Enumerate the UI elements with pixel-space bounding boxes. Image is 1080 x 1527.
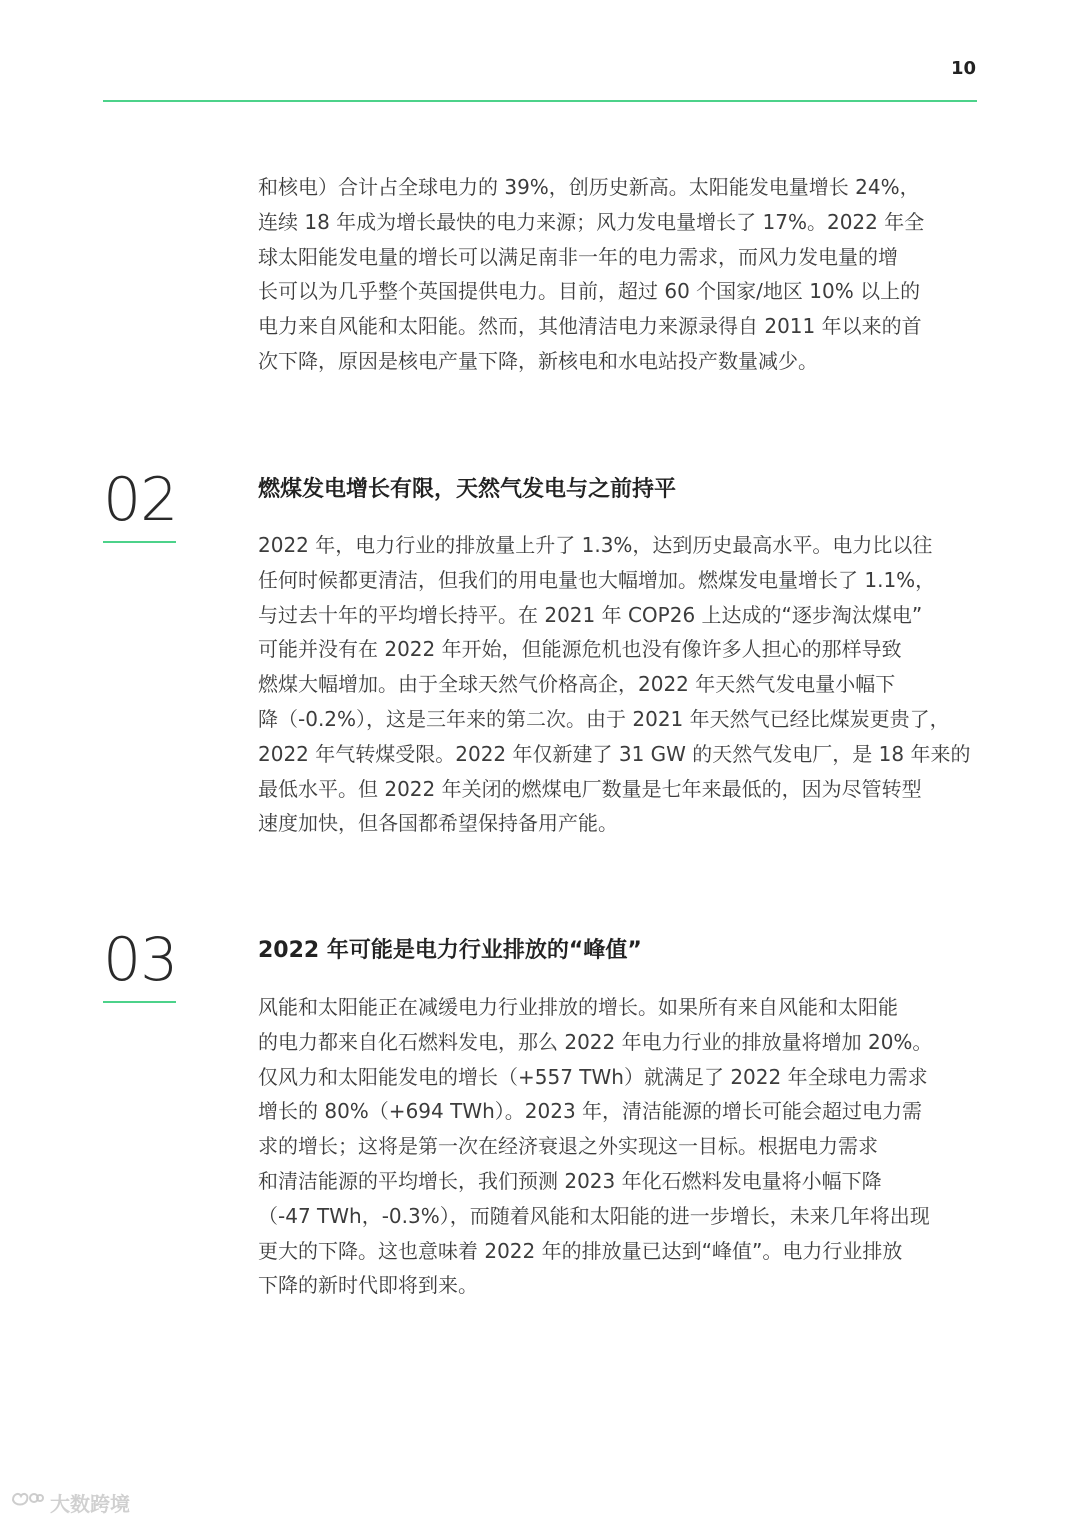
paragraph-line: 和清洁能源的平均增长，我们预测 2023 年化石燃料发电量将小幅下降 (258, 1168, 882, 1193)
paragraph-line: 风能和太阳能正在减缓电力行业排放的增长。如果所有来自风能和太阳能 (258, 995, 898, 1019)
section-number: 03 (103, 925, 178, 995)
paragraph-line: 最低水平。但 2022 年关闭的燃煤电厂数量是七年来最低的，因为尽管转型 (258, 776, 922, 801)
paragraph-line: 可能并没有在 2022 年开始，但能源危机也没有像许多人担心的那样导致 (258, 637, 902, 662)
section-underline (103, 541, 176, 543)
paragraph-line: 连续 18 年成为增长最快的电力来源；风力发电量增长了 17%。2022 年全 (258, 209, 925, 234)
watermark-text: 大数跨境 (50, 1492, 130, 1516)
paragraph-line: 2022 年，电力行业的排放量上升了 1.3%，达到历史最高水平。电力比以往 (258, 533, 933, 557)
section-paragraph (258, 990, 978, 1303)
paragraph-line: 球太阳能发电量的增长可以满足南非一年的电力需求，而风力发电量的增 (258, 244, 898, 269)
paragraph-line: 的电力都来自化石燃料发电，那么 2022 年电力行业的排放量将增加 20%。 (258, 1029, 933, 1054)
paragraph-line: 更大的下降。这也意味着 2022 年的排放量已达到“峰值”。电力行业排放 (258, 1238, 903, 1263)
section-title: 燃煤发电增长有限，天然气发电与之前持平 (258, 477, 677, 502)
paragraph-line: （-47 TWh，-0.3%），而随着风能和太阳能的进一步增长，未来几年将出现 (258, 1203, 930, 1228)
paragraph-line: 求的增长；这将是第一次在经济衰退之外实现这一目标。根据电力需求 (258, 1134, 878, 1159)
section-paragraph (258, 528, 978, 841)
paragraph-line: 和核电）合计占全球电力的 39%，创历史新高。太阳能发电量增长 24%， (258, 175, 920, 199)
paragraph-line: 降（-0.2%），这是三年来的第二次。由于 2021 年天然气已经比煤炭更贵了， (258, 706, 950, 731)
paragraph-line: 电力来自风能和太阳能。然而，其他清洁电力来源录得自 2011 年以来的首 (258, 314, 922, 339)
intro-paragraph (258, 170, 978, 379)
paragraph-line: 次下降，原因是核电产量下降，新核电和水电站投产数量减少。 (258, 348, 818, 373)
paragraph-line: 长可以为几乎整个英国提供电力。目前，超过 60 个国家/地区 10% 以上的 (258, 279, 921, 304)
section-title: 2022 年可能是电力行业排放的“峰值” (258, 938, 642, 963)
paragraph-line: 下降的新时代即将到来。 (258, 1273, 478, 1298)
page-number: 10 (950, 58, 976, 79)
watermark (10, 1488, 130, 1517)
paragraph-line: 仅风力和太阳能发电的增长（+557 TWh）就满足了 2022 年全球电力需求 (258, 1064, 928, 1089)
paragraph-line: 任何时候都更清洁，但我们的用电量也大幅增加。燃煤发电量增长了 1.1%， (258, 567, 936, 592)
section-number: 02 (103, 465, 178, 535)
paragraph-line: 速度加快，但各国都希望保持备用产能。 (258, 811, 618, 836)
ox-logo-icon (10, 1490, 44, 1515)
section-underline (103, 1001, 176, 1003)
paragraph-line: 2022 年气转煤受限。2022 年仅新建了 31 GW 的天然气发电厂，是 18 年来的 (258, 741, 971, 766)
header-divider (103, 100, 977, 102)
paragraph-line: 增长的 80%（+694 TWh）。2023 年，清洁能源的增长可能会超过电力需 (258, 1099, 923, 1124)
paragraph-line: 与过去十年的平均增长持平。在 2021 年 COP26 上达成的“逐步淘汰煤电” (258, 602, 923, 627)
paragraph-line: 燃煤大幅增加。由于全球天然气价格高企，2022 年天然气发电量小幅下 (258, 672, 896, 697)
